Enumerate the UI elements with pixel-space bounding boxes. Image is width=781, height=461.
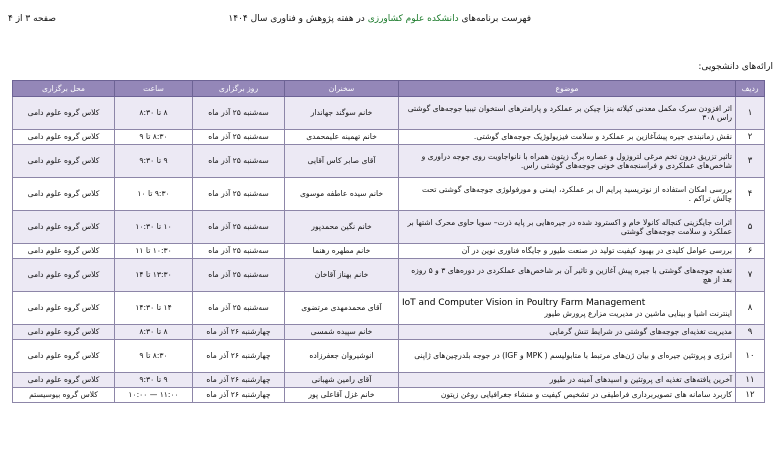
row-speaker: خانم سیده عاطفه موسوی [285, 178, 399, 211]
row-day: چهارشنبه ۲۶ آذر ماه [193, 325, 285, 340]
row-day: سه‌شنبه ۲۵ آذر ماه [193, 259, 285, 292]
row-speaker: خانم غزل آقاعلی پور [285, 388, 399, 403]
row-topic: نقش زمانبندی جیره پیشآغازین بر عملکرد و سلامت فیزیولوژیک جوجه‌های گوشتی. [399, 130, 736, 145]
row-number: ۵ [736, 211, 765, 244]
row-number: ۱ [736, 97, 765, 130]
table-row [13, 178, 765, 211]
row-topic: تغذیه جوجه‌های گوشتی با جیره پیش آغازین و تاثیر آن بر شاخص‌های عملکردی در دوره‌های ۳ و ۵ روزه بعد از هچ [399, 259, 736, 292]
row-topic: بررسی امکان استفاده از نوتریسید پرایم ال بر عملکرد، ایمنی و مورفولوژی جوجه‌های گوشتی تحت چالش تراکم . [399, 178, 736, 211]
table-row [13, 373, 765, 388]
table-row [13, 340, 765, 373]
row-number: ۸ [736, 292, 765, 325]
row-place: کلاس گروه علوم دامی [13, 292, 115, 325]
row-number: ۲ [736, 130, 765, 145]
row-place: کلاس گروه علوم دامی [13, 373, 115, 388]
section-title: ارائه‌های دانشجویی: [698, 62, 773, 72]
row-topic: اثر افزودن سرک مکمل معدنی کیلاته بنزا چیکن بر عملکرد و پارامترهای استخوان تیبیا جوجه‌های گوشتی راس ۳۰۸ [399, 97, 736, 130]
row-topic: بررسی عوامل کلیدی در بهبود کیفیت تولید در صنعت طیور و جایگاه فناوری نوین در آن [399, 244, 736, 259]
table-row [13, 130, 765, 145]
row-place: کلاس گروه علوم دامی [13, 178, 115, 211]
row-speaker: آقای محمدمهدی مرتضوی [285, 292, 399, 325]
row-speaker: آقای صابر کاس آقایی [285, 145, 399, 178]
row-day: سه‌شنبه ۲۵ آذر ماه [193, 130, 285, 145]
row-number: ۹ [736, 325, 765, 340]
row-number: ۶ [736, 244, 765, 259]
row-topic: کاربرد سامانه های تصویربرداری فراطیفی در تشخیص کیفیت و منشاء جغرافیایی روغن زیتون [399, 388, 736, 403]
row-topic: انرژی و پروتئین جیره‌ای و بیان ژن‌های مرتبط با متابولیسم ( MPK و IGF) در جوجه بلدرچین‌های ژاپنی [399, 340, 736, 373]
schedule-table [12, 80, 765, 403]
table-row [13, 325, 765, 340]
column-header-num: ردیف [736, 81, 765, 97]
row-time: ۱۰:۳۰ تا ۱۱ [115, 244, 193, 259]
row-speaker: خانم نگین محمدپور [285, 211, 399, 244]
row-speaker: خانم مطهره رهنما [285, 244, 399, 259]
table-row [13, 292, 765, 325]
row-time: ۹:۳۰ تا ۱۰ [115, 178, 193, 211]
row-day: سه‌شنبه ۲۵ آذر ماه [193, 211, 285, 244]
row-topic [399, 292, 736, 325]
row-place: کلاس گروه بیوسیستم [13, 388, 115, 403]
row-place: کلاس گروه علوم دامی [13, 97, 115, 130]
table-row [13, 211, 765, 244]
row-topic-persian: اینترنت اشیا و بینایی ماشین در مدیریت مزارع پرورش طیور [544, 308, 732, 318]
row-number: ۱۱ [736, 373, 765, 388]
table-row [13, 244, 765, 259]
column-header-topic: موضوع [399, 81, 736, 97]
table-row [13, 388, 765, 403]
column-header-place: محل برگزاری [13, 81, 115, 97]
row-place: کلاس گروه علوم دامی [13, 259, 115, 292]
row-number: ۳ [736, 145, 765, 178]
table-header-row [13, 81, 765, 97]
page-number: صفحه ۳ از ۴ [8, 14, 56, 24]
row-day: چهارشنبه ۲۶ آذر ماه [193, 340, 285, 373]
row-day: سه‌شنبه ۲۵ آذر ماه [193, 244, 285, 259]
row-day: سه‌شنبه ۲۵ آذر ماه [193, 178, 285, 211]
row-speaker: خانم سپیده شمسی [285, 325, 399, 340]
row-place: کلاس گروه علوم دامی [13, 340, 115, 373]
table-row [13, 145, 765, 178]
row-topic: آخرین یافته‌های تغذیه ای پروتئین و اسیدهای آمینه در طیور [399, 373, 736, 388]
row-time: ۱۳:۳۰ تا ۱۴ [115, 259, 193, 292]
row-day: چهارشنبه ۲۶ آذر ماه [193, 373, 285, 388]
row-place: کلاس گروه علوم دامی [13, 325, 115, 340]
row-time: ۱۱:۰۰ — ۱۰:۰۰ [115, 388, 193, 403]
row-time: ۱۰ تا ۱۰:۳۰ [115, 211, 193, 244]
row-place: کلاس گروه علوم دامی [13, 130, 115, 145]
title-part-2: در هفته پژوهش و فناوری سال ۱۴۰۴ [228, 14, 368, 24]
row-speaker: خانم بهناز آقاخان [285, 259, 399, 292]
row-time: ۸ تا ۸:۳۰ [115, 325, 193, 340]
document-title [228, 14, 531, 24]
row-day: سه‌شنبه ۲۵ آذر ماه [193, 292, 285, 325]
row-place: کلاس گروه علوم دامی [13, 145, 115, 178]
title-faculty-highlight: دانشکده علوم کشاورزی [367, 14, 459, 24]
row-time: ۸:۳۰ تا ۹ [115, 130, 193, 145]
row-topic: اثرات جایگزینی کنجاله کانولا خام و اکسترود شده در جیره‌هایی بر پایه ذرت– سویا حاوی محرک اشتها بر عملکرد و سلامت جوجه‌های گوشتی [399, 211, 736, 244]
row-day: سه‌شنبه ۲۵ آذر ماه [193, 97, 285, 130]
row-time: ۹ تا ۹:۳۰ [115, 373, 193, 388]
column-header-day: روز برگزاری [193, 81, 285, 97]
row-number: ۴ [736, 178, 765, 211]
column-header-time: ساعت [115, 81, 193, 97]
row-speaker: انوشیروان جعفرزاده [285, 340, 399, 373]
row-number: ۱۲ [736, 388, 765, 403]
row-topic: تاثیر تزریق درون تخم مرغی لتروزول و عصاره برگ زیتون همراه با نانواجاویت روی جوجه دراوری و شاخص‌های عملکردی و فراسنجه‌های خونی جوجه‌های گوشتی راس. [399, 145, 736, 178]
table-row [13, 259, 765, 292]
row-number: ۱۰ [736, 340, 765, 373]
row-place: کلاس گروه علوم دامی [13, 211, 115, 244]
row-day: سه‌شنبه ۲۵ آذر ماه [193, 145, 285, 178]
title-part-1: فهرست برنامه‌های [458, 14, 531, 24]
row-speaker: آقای رامین شهبانی [285, 373, 399, 388]
row-time: ۹ تا ۹:۳۰ [115, 145, 193, 178]
row-day: چهارشنبه ۲۶ آذر ماه [193, 388, 285, 403]
row-speaker: خانم سوگند جهاندار [285, 97, 399, 130]
row-time: ۸ تا ۸:۳۰ [115, 97, 193, 130]
row-time: ۸:۳۰ تا ۹ [115, 340, 193, 373]
table-row [13, 97, 765, 130]
row-number: ۷ [736, 259, 765, 292]
row-place: کلاس گروه علوم دامی [13, 244, 115, 259]
row-speaker: خانم تهمینه علیمحمدی [285, 130, 399, 145]
row-topic-english: IoT and Computer Vision in Poultry Farm Management [402, 298, 646, 309]
column-header-speaker: سخنران [285, 81, 399, 97]
row-time: ۱۴ تا ۱۴:۳۰ [115, 292, 193, 325]
row-topic: مدیریت تغذیه‌ای جوجه‌های گوشتی در شرایط تنش گرمایی [399, 325, 736, 340]
